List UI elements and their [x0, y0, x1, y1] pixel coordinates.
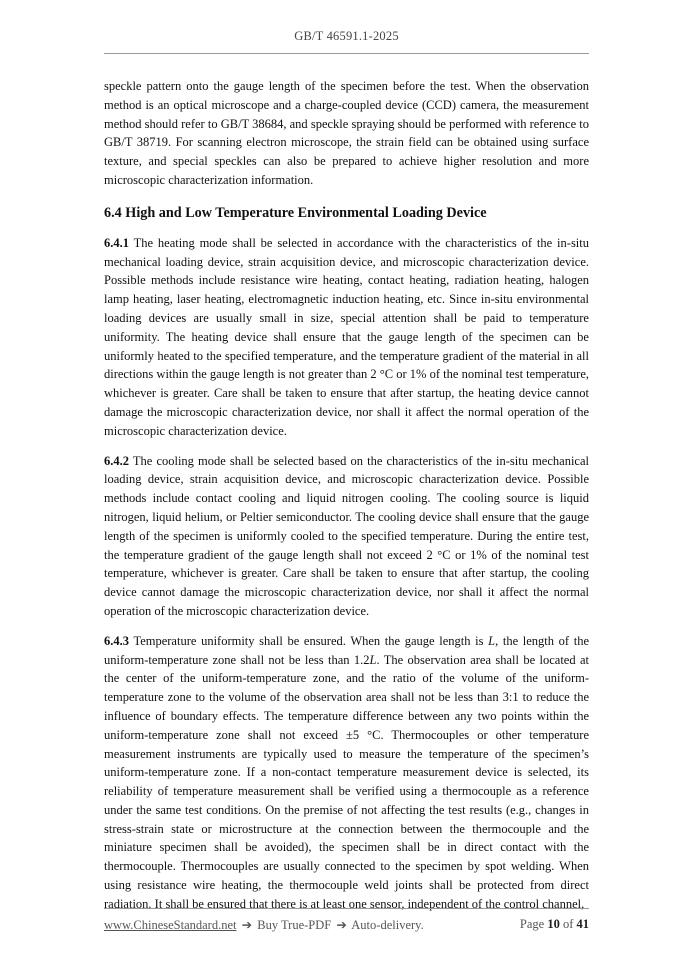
variable-l: L	[488, 633, 496, 648]
page-current: 10	[547, 917, 560, 931]
section-heading: 6.4 High and Low Temperature Environmental Loading Device	[104, 204, 487, 221]
intro-paragraph: speckle pattern onto the gauge length of the specimen before the test. When the observation method is an optical microscope and a charge-coupled device (CCD) camera, the measurement method should refer to GB/T 38684, and speckle spraying should be performed with reference to GB/T 38719. For scanning electron microscope, the strain field can be obtained using surface texture, and special speckles can also be prepared to achieve higher resolution and more microscopic characterization information.	[104, 79, 589, 187]
site-link[interactable]: www.ChineseStandard.net	[104, 918, 237, 932]
footer-promo	[104, 917, 424, 933]
clause-text: The cooling mode shall be selected based on the characteristics of the in-situ mechanical loading device, strain acquisition device, and microscopic characterization device. Possible methods include contact cooling and liquid nitrogen cooling. The cooling source is liquid nitrogen, liquid helium, or Peltier semiconductor. The cooling device shall ensure that the gauge length of the specimen is uniformly cooled to the specified temperature. During the entire test, the temperature gradient of the gauge length shall not exceed 2 °C or 1% of the nominal test temperature, whichever is greater. Care shall be taken to ensure that after startup, the cooling device cannot damage the microscopic characterization device, nor shall it affect the normal operation of the microscopic characterization device.	[104, 453, 589, 618]
clause-number: 6.4.2	[104, 453, 129, 468]
clause-6-4-2	[104, 452, 589, 621]
of-label: of	[562, 917, 574, 931]
clause-text: The heating mode shall be selected in accordance with the characteristics of the in-situ mechanical loading device, strain acquisition device, and microscopic characterization device. Possible methods include resistance wire heating, contact heating, radiation heating, halogen lamp heating, laser heating, electromagnetic induction heating, etc. Since in-situ environmental loading devices are usually small in size, special attention shall be paid to temperature uniformity. The heating device shall ensure that the gauge length of the specimen can be uniformly heated to the specified temperature, and the temperature gradient of the material in all directions within the gauge length is not greater than 2 °C or 1% of the nominal test temperature, whichever is greater. Care shall be taken to ensure that after startup, the heating device cannot damage the microscopic characterization device, nor shall it affect the normal operation of the microscopic characterization device.	[104, 235, 589, 438]
footer-divider	[104, 908, 589, 909]
arrow-right-icon: ➔	[336, 918, 347, 932]
variable-l: L	[369, 652, 377, 667]
clause-6-4-3	[104, 632, 589, 914]
document-header: GB/T 46591.1-2025	[294, 29, 399, 43]
page-total: 41	[576, 917, 589, 931]
clause-number: 6.4.1	[104, 235, 129, 250]
auto-delivery-text: Auto-delivery.	[351, 918, 424, 932]
clause-text: . The observation area shall be located at the center of the uniform-temperature zone, and the ratio of the volume of the uniform-temperature zone to the volume of the observation area shall not be less than 3:1 to reduce the influence of boundary effects. The temperature difference between any two points within the uniform-temperature zone shall not exceed ±5 °C. Thermocouples or other temperature measurement instruments are typically used to measure the temperature of the specimen’s uniform-temperature zone. If a non-contact temperature measurement device is selected, its reliability of temperature measurement shall be verified using a thermocouple as a reference under the same test conditions. On the premise of not affecting the test results (e.g., changes in stress-strain state or microstructure at the connection between the thermocouple and the miniature specimen shall be avoided), the specimen shall be in direct contact with the thermocouple. Thermocouples are usually connected to the specimen by spot welding. When using resistance wire heating, the thermocouple weld joints shall be protected from direct radiation. It shall be ensured that there is at least one sensor, independent of the control channel,	[104, 652, 589, 911]
header-divider	[104, 53, 589, 54]
page-number	[502, 917, 589, 932]
clause-number: 6.4.3	[104, 633, 129, 648]
page-label: Page	[519, 917, 545, 931]
clause-text: Temperature uniformity shall be ensured. When the gauge length is	[133, 633, 484, 648]
buy-pdf-text: Buy True-PDF	[257, 918, 332, 932]
arrow-right-icon: ➔	[241, 918, 253, 932]
page-body	[104, 77, 589, 914]
clause-6-4-1	[104, 234, 589, 441]
clause-text: , the length of the uniform-temperature zone shall not be less than 1.2	[104, 633, 590, 667]
